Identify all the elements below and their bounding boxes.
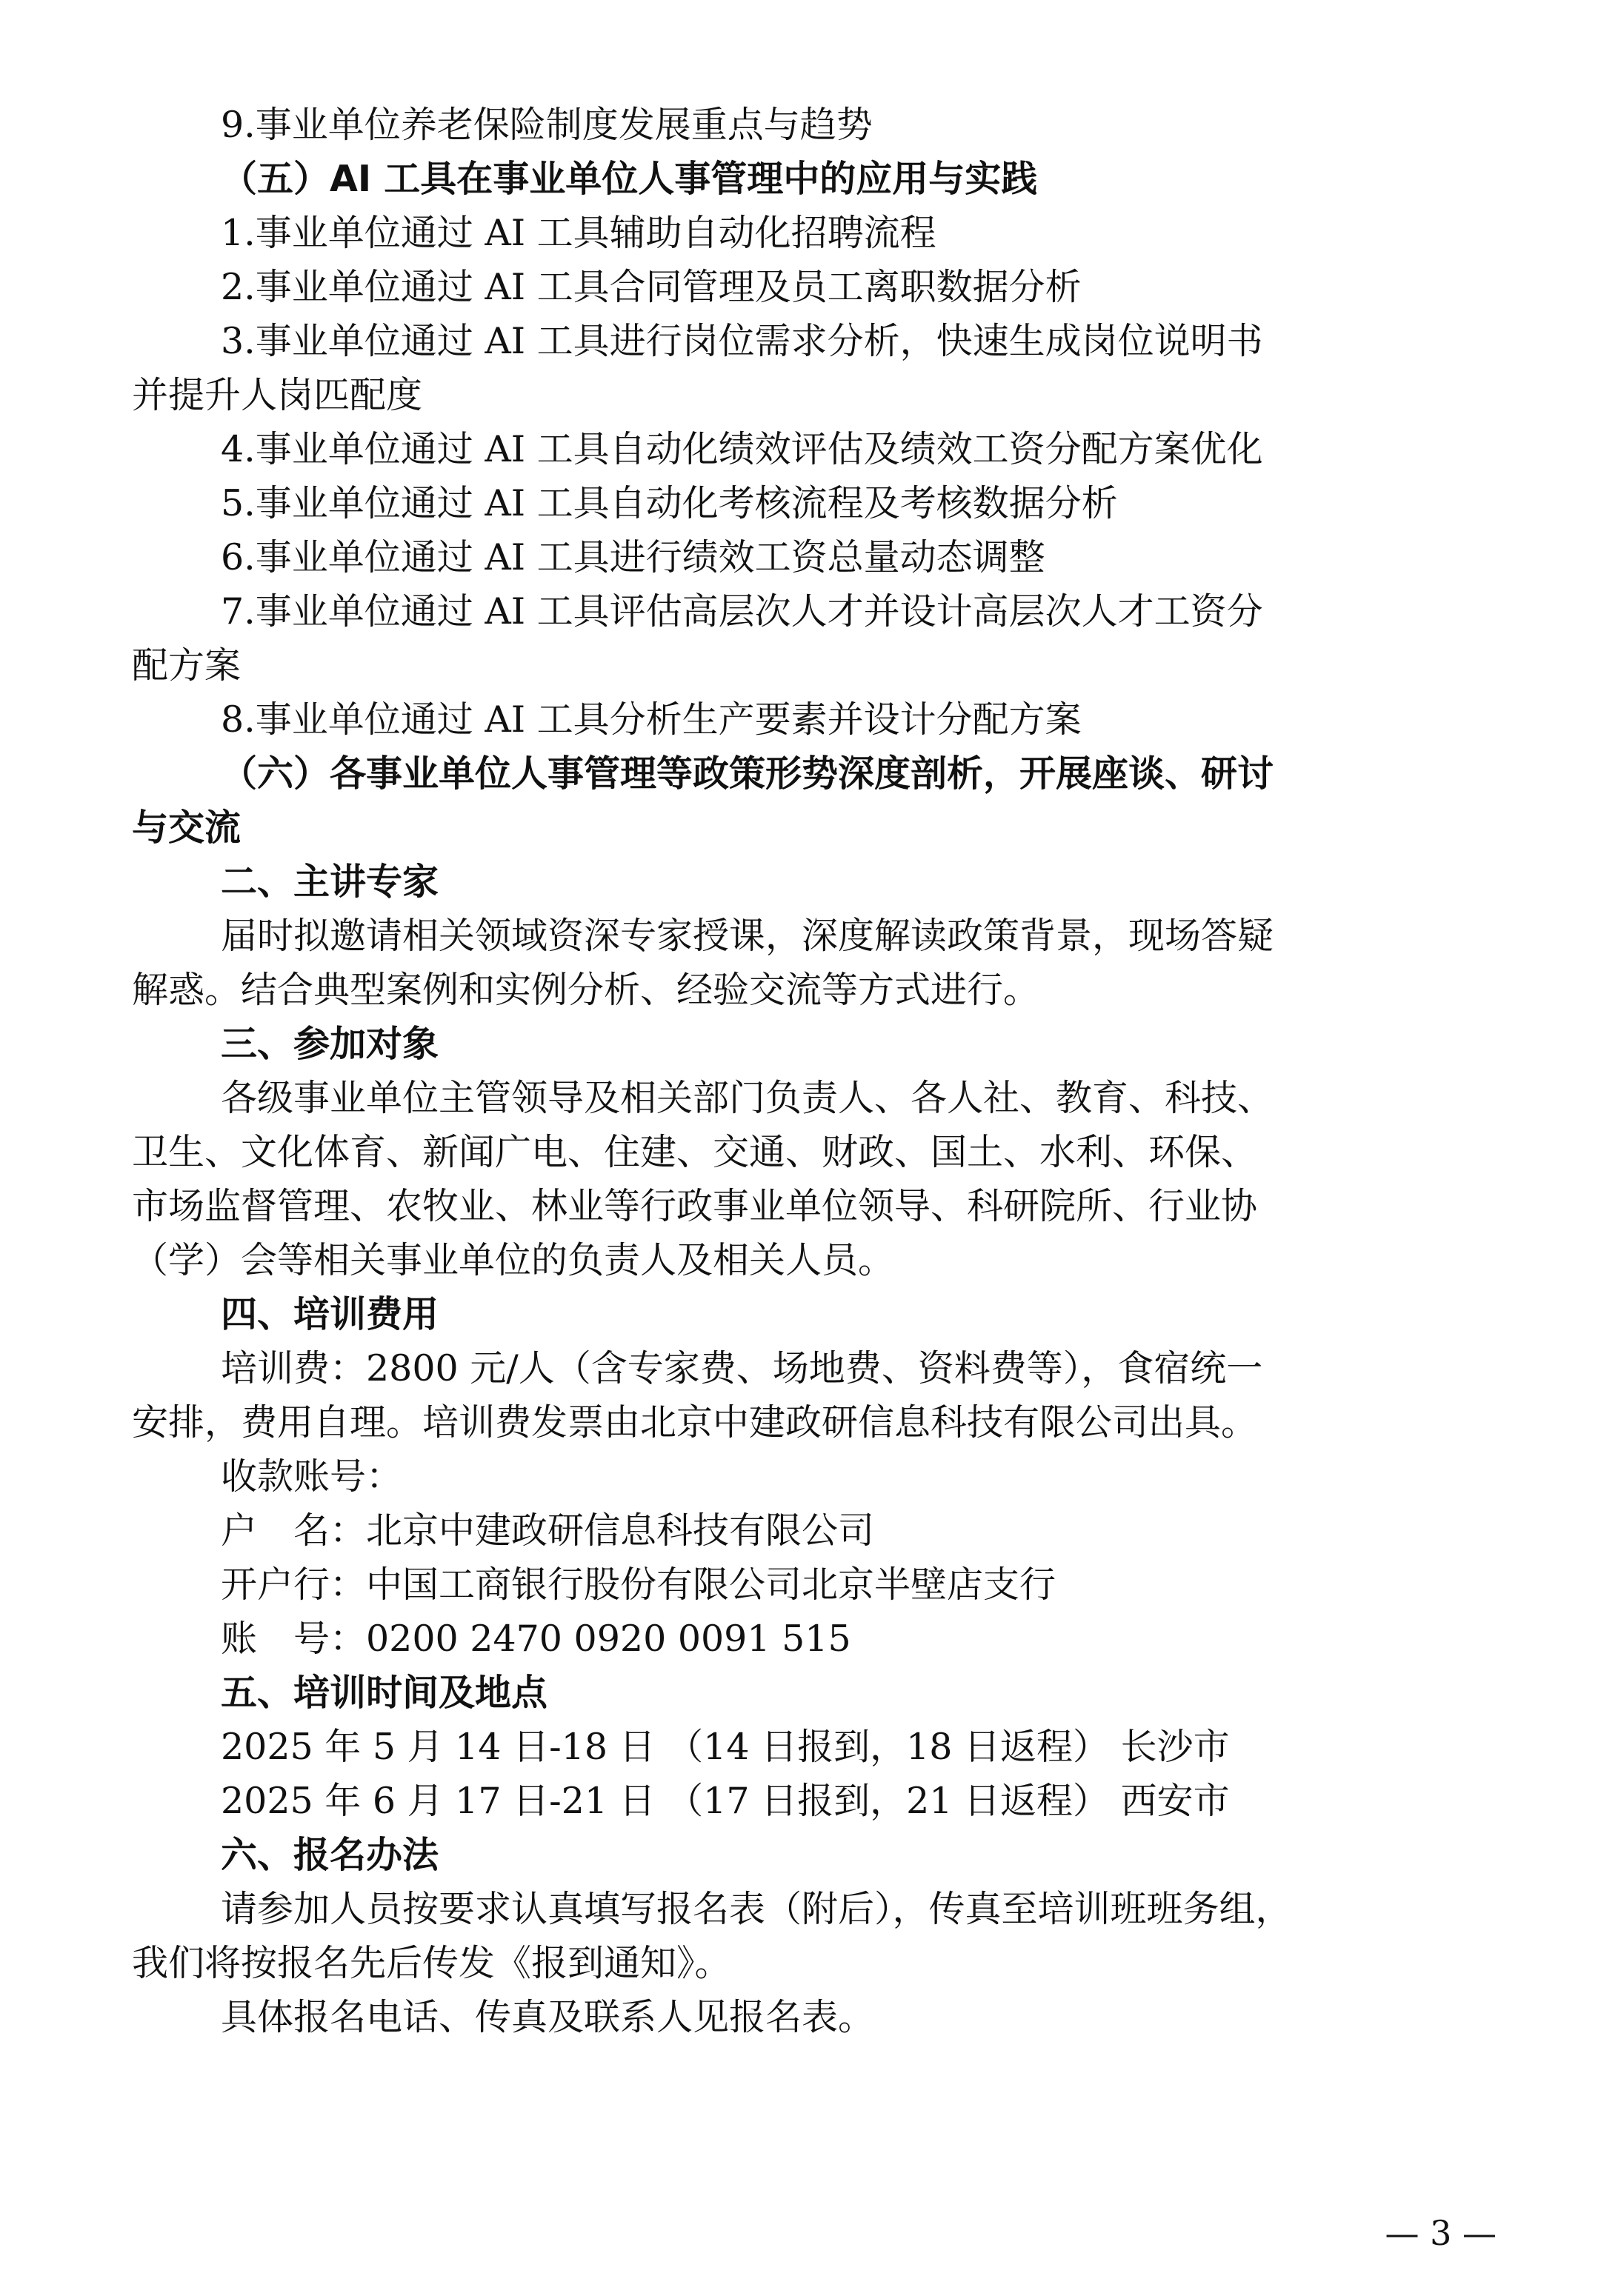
account-bank: 开户行：中国工商银行股份有限公司北京半壁店支行: [221, 1564, 1056, 1606]
page-number: — 3 —: [1385, 2213, 1497, 2253]
heading-registration: 六、报名办法: [221, 1834, 439, 1876]
text-line-16: 届时拟邀请相关领域资深专家授课，深度解读政策背景，现场答疑: [221, 915, 1274, 957]
text-line-1: 9.事业单位养老保险制度发展重点与趋势: [221, 104, 873, 146]
text-line-10: 7.事业单位通过 AI 工具评估高层次人才并设计高层次人才工资分: [221, 590, 1263, 633]
text-line-4: 2.事业单位通过 AI 工具合同管理及员工离职数据分析: [221, 266, 1082, 308]
heading-section-6: （六）各事业单位人事管理等政策形势深度剖析，开展座谈、研讨: [221, 752, 1274, 795]
heading-section-5: （五）AI 工具在事业单位人事管理中的应用与实践: [221, 158, 1038, 200]
heading-participants: 三、参加对象: [221, 1023, 439, 1065]
text-line-35: 我们将按报名先后传发《报到通知》。: [132, 1942, 731, 1984]
heading-fees: 四、培训费用: [221, 1293, 439, 1335]
text-line-25: 安排，费用自理。培训费发票由北京中建政研信息科技有限公司出具。: [132, 1401, 1258, 1444]
text-line-5: 3.事业单位通过 AI 工具进行岗位需求分析，快速生成岗位说明书: [221, 320, 1263, 362]
account-number: 账 号：0200 2470 0920 0091 515: [221, 1618, 851, 1660]
text-line-36: 具体报名电话、传真及联系人见报名表。: [221, 1996, 875, 2038]
text-line-7: 4.事业单位通过 AI 工具自动化绩效评估及绩效工资分配方案优化: [221, 428, 1263, 470]
text-line-9: 6.事业单位通过 AI 工具进行绩效工资总量动态调整: [221, 536, 1045, 578]
text-line-24: 培训费：2800 元/人（含专家费、场地费、资料费等），食宿统一: [221, 1347, 1263, 1389]
text-line-8: 5.事业单位通过 AI 工具自动化考核流程及考核数据分析: [221, 482, 1118, 524]
text-line-3: 1.事业单位通过 AI 工具辅助自动化招聘流程: [221, 212, 936, 254]
schedule-changsha: 2025 年 5 月 14 日-18 日 （14 日报到，18 日返程） 长沙市: [221, 1726, 1230, 1768]
text-line-22: （学）会等相关事业单位的负责人及相关人员。: [132, 1239, 895, 1281]
text-line-6: 并提升人岗匹配度: [132, 374, 423, 416]
text-line-11: 配方案: [132, 644, 242, 687]
text-line-21: 市场监督管理、农牧业、林业等行政事业单位领导、科研院所、行业协: [132, 1185, 1258, 1227]
schedule-xian: 2025 年 6 月 17 日-21 日 （17 日报到，21 日返程） 西安市: [221, 1780, 1230, 1822]
text-line-34: 请参加人员按要求认真填写报名表（附后），传真至培训班班务组，: [221, 1888, 1292, 1930]
heading-section-6-cont: 与交流: [132, 807, 242, 849]
text-line-26: 收款账号：: [221, 1455, 403, 1498]
heading-time-location: 五、培训时间及地点: [221, 1672, 548, 1714]
text-line-12: 8.事业单位通过 AI 工具分析生产要素并设计分配方案: [221, 698, 1082, 741]
text-line-19: 各级事业单位主管领导及相关部门负责人、各人社、教育、科技、: [221, 1077, 1274, 1119]
account-name: 户 名：北京中建政研信息科技有限公司: [221, 1509, 875, 1552]
text-line-20: 卫生、文化体育、新闻广电、住建、交通、财政、国土、水利、环保、: [132, 1131, 1258, 1173]
heading-speakers: 二、主讲专家: [221, 861, 439, 903]
text-line-17: 解惑。结合典型案例和实例分析、经验交流等方式进行。: [132, 969, 1040, 1011]
